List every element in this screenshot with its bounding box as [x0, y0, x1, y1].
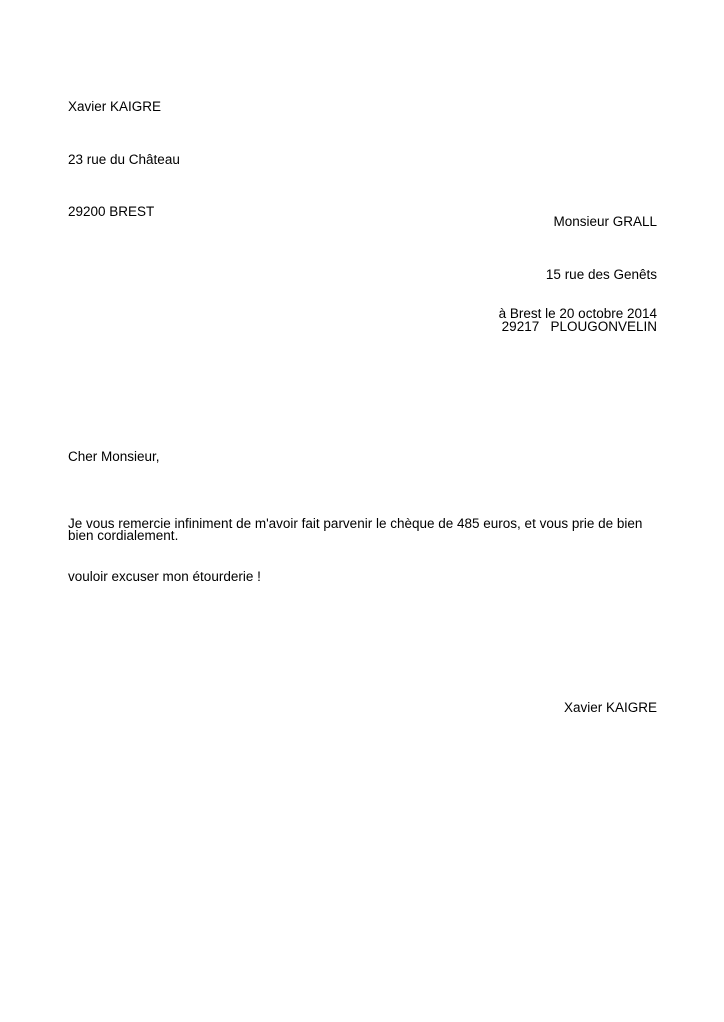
recipient-address-block [502, 178, 657, 371]
body-paragraph [68, 480, 642, 620]
date-line: à Brest le 20 octobre 2014 [498, 306, 657, 321]
body-line: vouloir excuser mon étourderie ! [68, 568, 261, 584]
recipient-street: 15 rue des Genêts [545, 266, 657, 282]
body-line: Je vous remercie infiniment de m'avoir fait parvenir le chèque de 485 euros, et vous prie de bien [68, 516, 643, 531]
sender-city: 29200 BREST [68, 204, 155, 219]
sender-street: 23 rue du Château [68, 151, 180, 167]
closing: bien cordialement. [68, 528, 179, 543]
signature: Xavier KAIGRE [563, 700, 657, 715]
sender-name: Xavier KAIGRE [68, 99, 162, 114]
recipient-name: Monsieur GRALL [553, 214, 657, 229]
sender-address-block [68, 63, 180, 256]
greeting: Cher Monsieur, [68, 449, 160, 464]
recipient-city: 29217 PLOUGONVELIN [501, 319, 657, 334]
